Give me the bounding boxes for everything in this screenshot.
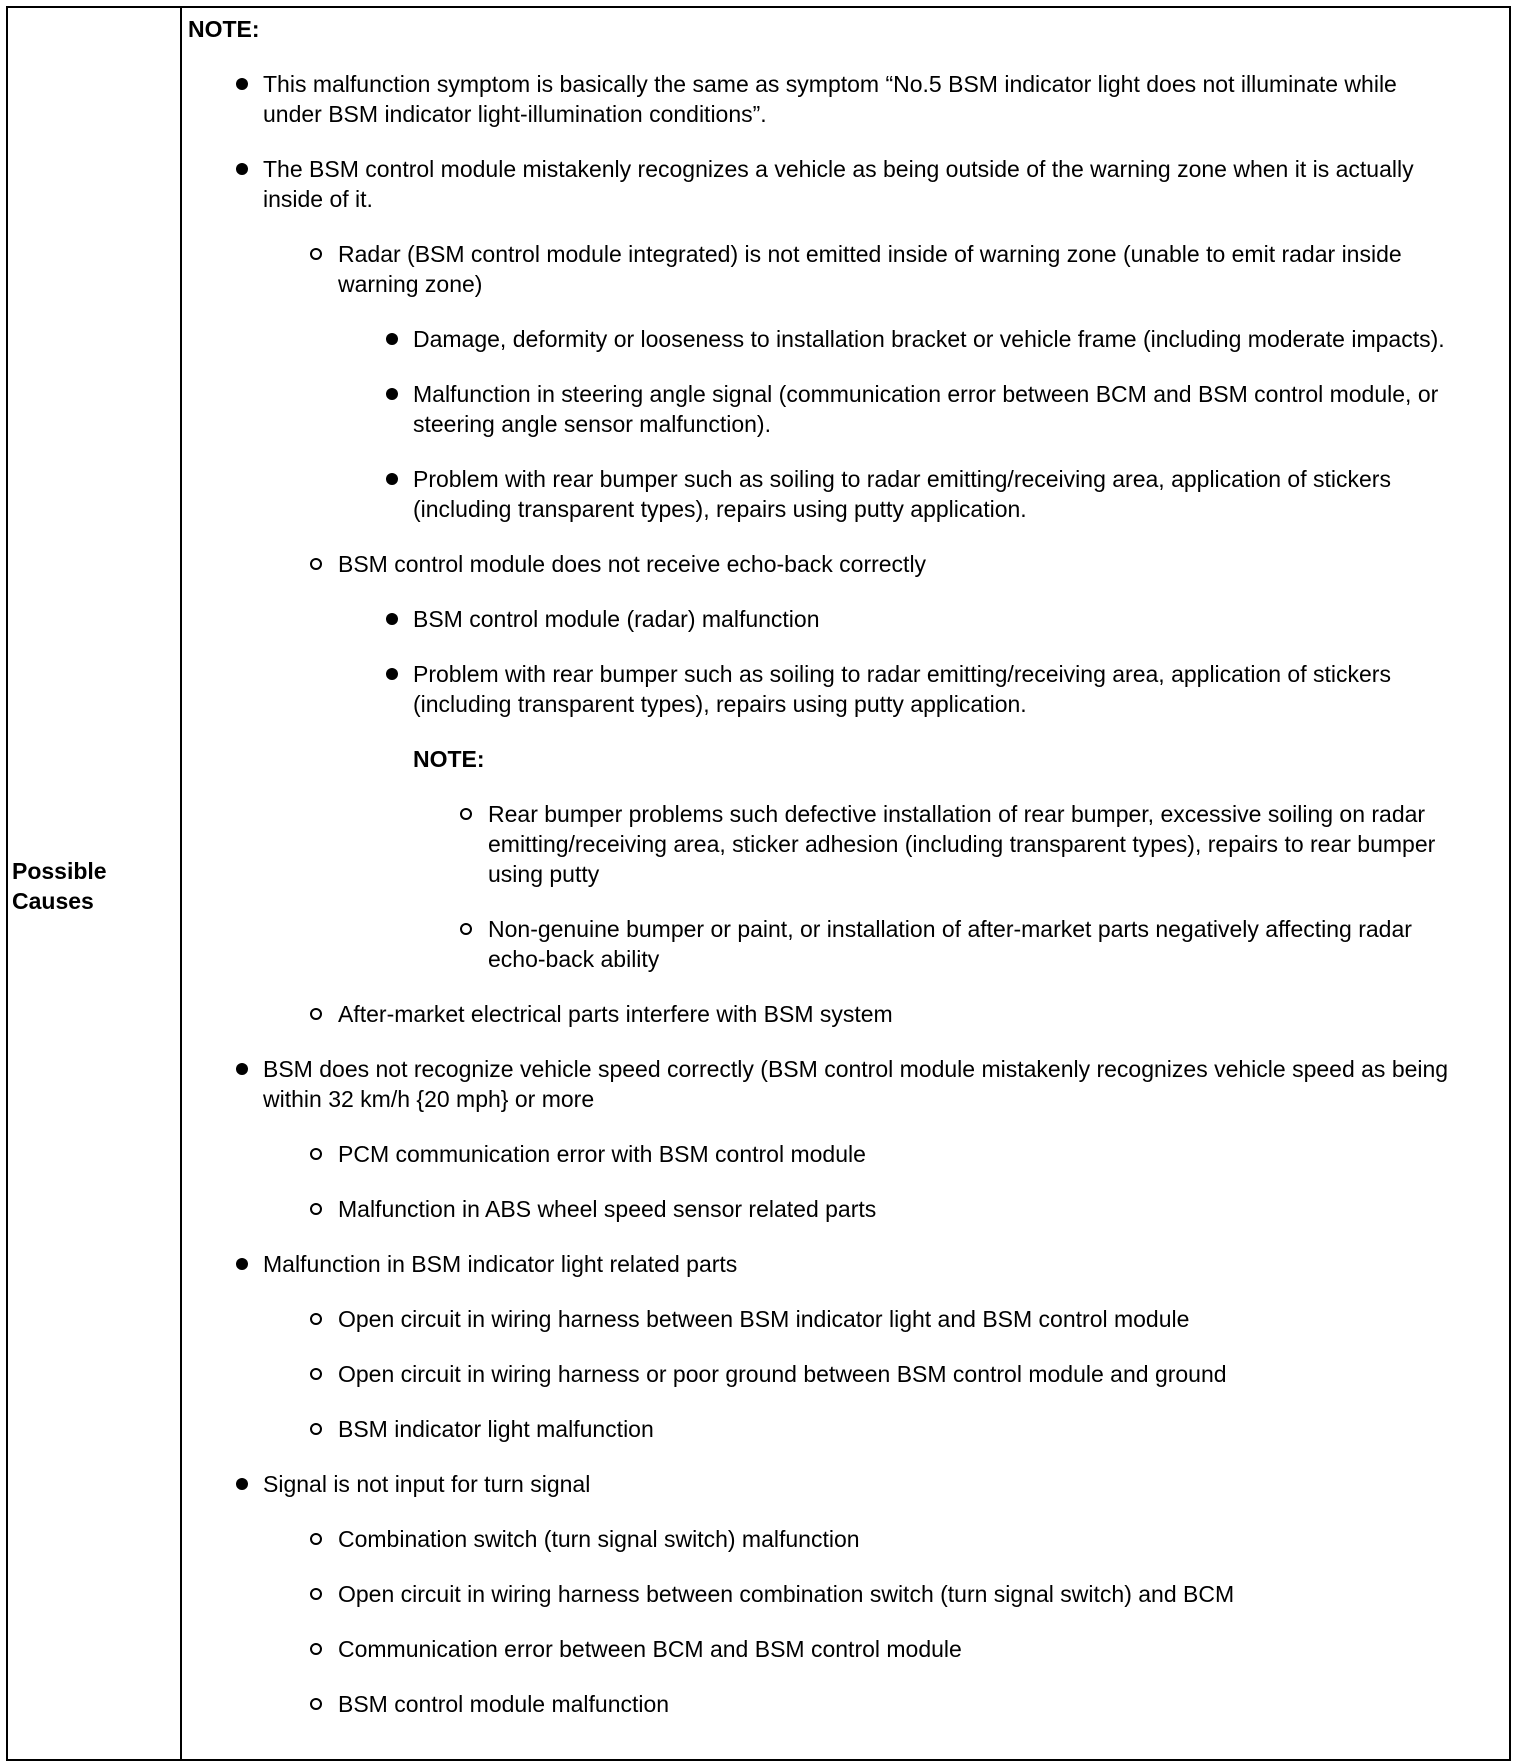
list-item [188, 379, 1458, 439]
list-item-text: BSM indicator light malfunction [338, 1416, 654, 1442]
list-item-text: After-market electrical parts interfere with BSM system [338, 1001, 893, 1027]
list-item [188, 604, 1458, 634]
list-item-text: The BSM control module mistakenly recognizes a vehicle as being outside of the warning zone when it is actually inside of it. [263, 156, 1414, 212]
causes-table [6, 6, 1511, 1761]
list-item-text: BSM control module malfunction [338, 1691, 670, 1717]
list-item-text: Open circuit in wiring harness or poor ground between BSM control module and ground [338, 1361, 1227, 1387]
filled-bullet-icon [386, 668, 398, 680]
filled-bullet-icon [236, 163, 248, 175]
list-item-text: BSM control module (radar) malfunction [413, 606, 820, 632]
filled-bullet-icon [386, 388, 398, 400]
list-item [188, 549, 1458, 579]
list-item-text: Rear bumper problems such defective installation of rear bumper, excessive soiling on radar emitting/receiving area, sticker adhesion (including transparent types), repairs to rear bumper using putty [488, 801, 1436, 887]
list-item [188, 1304, 1458, 1334]
hollow-bullet-icon [310, 1533, 322, 1545]
filled-bullet-icon [236, 1063, 248, 1075]
list-item [188, 1139, 1458, 1169]
list-item-text: Signal is not input for turn signal [263, 1471, 591, 1497]
list-item-text: BSM control module does not receive echo-back correctly [338, 551, 927, 577]
list-item-text: Malfunction in steering angle signal (communication error between BCM and BSM control module, or steering angle sensor malfunction). [413, 381, 1439, 437]
list-item [188, 999, 1458, 1029]
filled-bullet-icon [236, 1258, 248, 1270]
filled-bullet-icon [386, 333, 398, 345]
list-item [188, 659, 1458, 719]
list-item [188, 324, 1458, 354]
hollow-bullet-icon [310, 1313, 322, 1325]
hollow-bullet-icon [310, 1008, 322, 1020]
list-item-text: Open circuit in wiring harness between combination switch (turn signal switch) and BCM [338, 1581, 1235, 1607]
list-item-text: Combination switch (turn signal switch) malfunction [338, 1526, 860, 1552]
list-item-text: Malfunction in BSM indicator light related parts [263, 1251, 738, 1277]
hollow-bullet-icon [310, 1148, 322, 1160]
hollow-bullet-icon [310, 1698, 322, 1710]
hollow-bullet-icon [310, 1203, 322, 1215]
sub-note-heading: NOTE: [413, 746, 485, 772]
list-item [188, 1194, 1458, 1224]
list-item-text: This malfunction symptom is basically the same as symptom “No.5 BSM indicator light does not illuminate while under BSM indicator light-illumination conditions”. [263, 71, 1397, 127]
list-item [188, 69, 1458, 129]
hollow-bullet-icon [310, 1643, 322, 1655]
hollow-bullet-icon [310, 1588, 322, 1600]
list-item-text: Damage, deformity or looseness to installation bracket or vehicle frame (including moderate impacts). [413, 326, 1445, 352]
list-item-text: Open circuit in wiring harness between BSM indicator light and BSM control module [338, 1306, 1190, 1332]
row-label [12, 856, 107, 916]
list-item [188, 1689, 1458, 1719]
hollow-bullet-icon [460, 923, 472, 935]
row-label-line-2: Causes [12, 888, 94, 914]
row-label-line-1: Possible [12, 858, 107, 884]
hollow-bullet-icon [460, 808, 472, 820]
hollow-bullet-icon [310, 558, 322, 570]
causes-content [188, 14, 1458, 1744]
list-item [188, 154, 1458, 214]
hollow-bullet-icon [310, 248, 322, 260]
list-item [188, 1634, 1458, 1664]
list-item [188, 1414, 1458, 1444]
filled-bullet-icon [386, 613, 398, 625]
list-item [188, 1469, 1458, 1499]
list-item [188, 464, 1458, 524]
list-item [188, 799, 1458, 889]
list-item-text: PCM communication error with BSM control module [338, 1141, 866, 1167]
filled-bullet-icon [236, 78, 248, 90]
filled-bullet-icon [386, 473, 398, 485]
hollow-bullet-icon [310, 1423, 322, 1435]
causes-list [188, 69, 1458, 1719]
list-item [188, 1054, 1458, 1114]
list-item-text: Problem with rear bumper such as soiling to radar emitting/receiving area, application of stickers (including transparent types), repairs using putty application. [413, 661, 1391, 717]
list-item-text: Problem with rear bumper such as soiling to radar emitting/receiving area, application of stickers (including transparent types), repairs using putty application. [413, 466, 1391, 522]
list-item [188, 239, 1458, 299]
list-item [188, 1524, 1458, 1554]
note-heading: NOTE: [188, 16, 260, 42]
list-item-text: BSM does not recognize vehicle speed correctly (BSM control module mistakenly recognizes vehicle speed as being within 32 km/h {20 mph} or more [263, 1056, 1449, 1112]
filled-bullet-icon [236, 1478, 248, 1490]
list-item-text: Malfunction in ABS wheel speed sensor related parts [338, 1196, 877, 1222]
column-divider [180, 8, 182, 1759]
list-item-text: Communication error between BCM and BSM control module [338, 1636, 962, 1662]
list-item-text: Non-genuine bumper or paint, or installation of after-market parts negatively affecting radar echo-back ability [488, 916, 1412, 972]
list-item [188, 914, 1458, 974]
list-item-text: Radar (BSM control module integrated) is not emitted inside of warning zone (unable to emit radar inside warning zone) [338, 241, 1402, 297]
list-item [188, 1359, 1458, 1389]
list-item [188, 1579, 1458, 1609]
hollow-bullet-icon [310, 1368, 322, 1380]
list-item [188, 1249, 1458, 1279]
